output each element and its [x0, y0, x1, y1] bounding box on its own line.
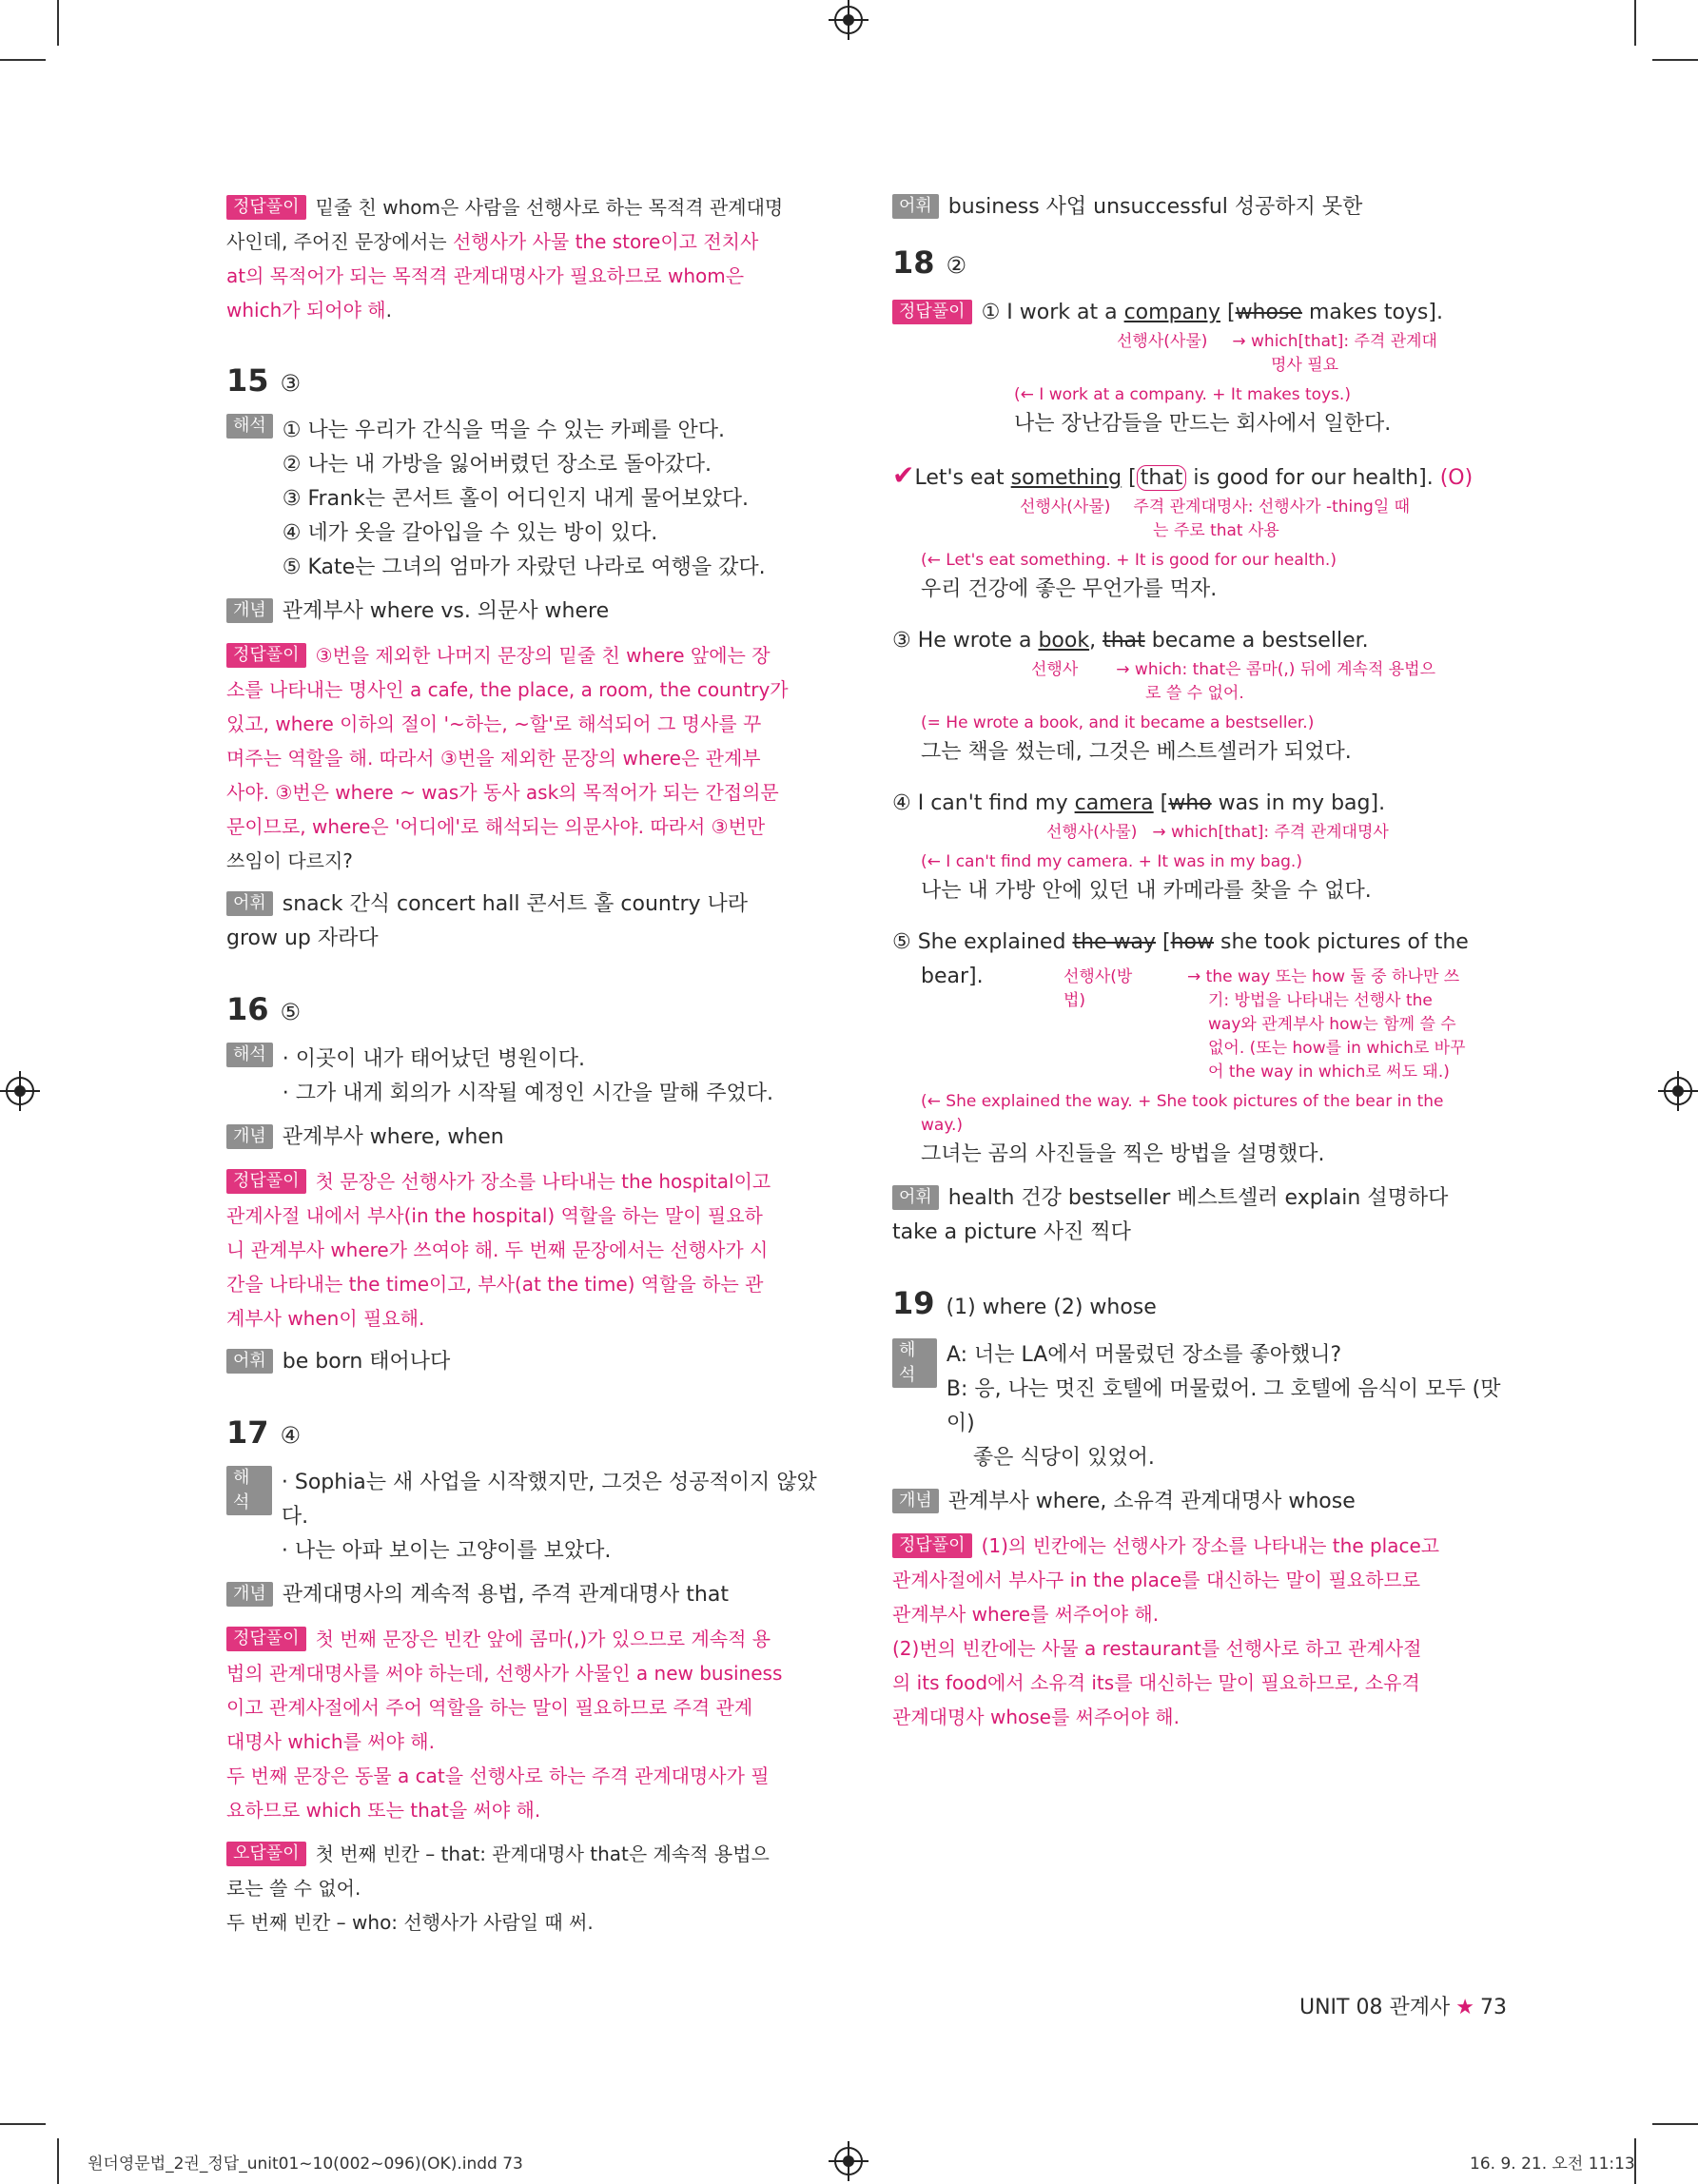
question-number: 18 ②	[892, 244, 967, 281]
vocabulary-line: 어휘 health 건강 bestseller 베스트셀러 explain 설명하다	[892, 1181, 1511, 1216]
question-19	[892, 1282, 1511, 1734]
vocabulary-line: 어휘 snack 간식 concert hall 콘서트 홀 country 나라	[226, 887, 835, 922]
wrong-answer-tag: 오답풀이	[226, 1842, 306, 1866]
crop-mark	[1652, 59, 1698, 61]
vocabulary-tag: 어휘	[892, 1185, 939, 1210]
concept-tag: 개념	[226, 1124, 273, 1149]
question-number: 16 ⑤	[226, 991, 302, 1027]
option-5-analysis: ⑤ She explained the way [how she took pictures of the bear]. 선행사(방법) → the way 또는 how 둘 중 하나만 쓰 기: 방법을 나타내는 선행사 the way와 관계부사 how는 함께 쓸 수 없어. (또는 how를 in which로 바꾸 어 the way in which로 써도 돼.) (← She explained the way. + She took pictures of the bear in the way.) 그녀는 곰의 사진들을 찍은 방법을 설명했다.	[892, 930, 1469, 1166]
question-number: 19 (1) where (2) whose	[892, 1285, 1157, 1321]
option-3-analysis: ③ He wrote a book, that became a bestseller. 선행사 → which: that은 콤마(,) 뒤에 계속적 용법으 로 쓸 수 없어. (= He wrote a book, and it became a bestseller.) 그는 책을 썼는데, 그것은 베스트셀러가 되었다.	[892, 629, 1436, 764]
print-slug-timestamp: 16. 9. 21. 오전 11:13	[1470, 2155, 1635, 2174]
translation-block: 해석 ① 나는 우리가 간식을 먹을 수 있는 카페를 안다. ② 나는 내 가방을 잃어버렸던 장소로 돌아갔다. ③ Frank는 콘서트 홀이 어디인지 내게 물어보았다. ④ 네가 옷을 갈아입을 수 있는 방이 있다. ⑤ Kate는 그녀의 엄마가 자랐던 나라로 여행을 갔다.	[226, 414, 835, 585]
right-column	[892, 190, 1511, 1734]
question-15: 15 ③ 해석 ① 나는 우리가 간식을 먹을 수 있는 카페를 안다. ② 나는 내 가방을 잃어버렸던 장소로 돌아갔다. ③ Frank는 콘서트 홀이 어디인지 내게 물어보았다. ④ 네가 옷을 갈아입을 수 있는 방이 있다. ⑤ Kate는 그녀의 엄마가 자랐던 나라로 여행을 갔다. 개념 관계부사 where vs. 의문사 where 정답풀이 ③번을 제외한 나머지 문장의 밑줄 친 where 앞에는 장 소를 나타내는 명사인 a cafe, the place, a room, the country가 있고, where 이하의 절이 '~하는, ~할'로 해석되어 그 명사를 꾸 며주는 역할을 해. 따라서 ③번을 제외한 문장의 where은 관계부 사야. ③번은 where ~ was가 동사 ask의 목적어가 되는 간접의문 문이므로, where은 '어디에'로 해석되는 의문사야. 따라서 ③번만 쓰임이 다르지? 어휘 snack 간식 concert hall 콘서트 홀 country 나라 grow up 자라다	[226, 360, 835, 956]
question-number: 17 ④	[226, 1414, 302, 1451]
concept-tag: 개념	[226, 598, 273, 623]
page-footer	[1299, 1991, 1507, 2020]
concept-tag: 개념	[226, 1582, 273, 1607]
vocabulary-line: 어휘 business 사업 unsuccessful 성공하지 못한	[892, 190, 1511, 224]
option-2-analysis: ✔Let's eat something [ that is good for our health]. (O) 선행사(사물) 주격 관계대명사: 선행사가 -thing일 때 는 주로 that 사용 (← Let's eat something. + It is good for our health.) 우리 건강에 좋은 무언가를 먹자.	[892, 459, 1474, 601]
option-4-analysis: ④ I can't find my camera [who was in my bag]. 선행사(사물) → which[that]: 주격 관계대명사 (← I can't find my camera. + It was in my bag.) 나는 내 가방 안에 있던 내 카메라를 찾을 수 없다.	[892, 791, 1389, 903]
concept-line: 개념 관계부사 where, 소유격 관계대명사 whose	[892, 1485, 1511, 1519]
vocabulary-tag: 어휘	[226, 1349, 273, 1374]
answer-explanation-tag: 정답풀이	[226, 195, 306, 220]
concept-line: 개념 관계부사 where, when	[226, 1121, 835, 1155]
registration-mark-icon	[834, 2147, 863, 2175]
answer-explanation: 정답풀이 첫 번째 문장은 빈칸 앞에 콤마(,)가 있으므로 계속적 용 법의 관계대명사를 써야 하는데, 선행사가 사물인 a new business 이고 관계사절에서 주어 역할을 하는 말이 필요하므로 주격 관계 대명사 which를 써야 해. 두 번째 문장은 동물 a cat을 선행사로 하는 주격 관계대명사가 필 요하므로 which 또는 that을 써야 해.	[226, 1628, 783, 1822]
answer-explanation-tag: 정답풀이	[226, 1169, 306, 1194]
translation-block: 해석 · 이곳이 내가 태어났던 병원이다. · 그가 내게 회의가 시작될 예정인 시간을 말해 주었다.	[226, 1043, 835, 1111]
answer-explanation-tag: 정답풀이	[226, 1627, 306, 1651]
translation-block: 해석 A: 너는 LA에서 머물렀던 장소를 좋아했니? B: 응, 나는 멋진 호텔에 머물렀어. 그 호텔에 음식이 모두 (맛이) 좋은 식당이 있었어.	[892, 1338, 1511, 1475]
concept-line: 개념 관계대명사의 계속적 용법, 주격 관계대명사 that	[226, 1578, 835, 1612]
option-1-analysis: 정답풀이 ① I work at a company [whose makes toys]. 선행사(사물) → which[that]: 주격 관계대 명사 필요 (← I work at a company. + It makes toys.) 나는 장난감들을 만드는 회사에서 일한다.	[892, 296, 1511, 441]
crop-mark	[1634, 0, 1636, 46]
crop-mark	[1652, 2123, 1698, 2125]
unit-label: UNIT 08 관계사	[1299, 1996, 1451, 2019]
left-column	[226, 190, 835, 1940]
crop-mark	[0, 2123, 46, 2125]
registration-mark-icon	[834, 6, 863, 34]
answer-explanation-tag: 정답풀이	[226, 643, 306, 668]
answer-explanation: 정답풀이 (1)의 빈칸에는 선행사가 장소를 나타내는 the place고 관계사절에서 부사구 in the place를 대신하는 말이 필요하므로 관계부사 where를 써주어야 해. (2)번의 빈칸에는 사물 a restaurant를 선행사로 하고 관계사절 의 its food에서 소유격 its를 대신하는 말이 필요하므로, 소유격 관계대명사 whose를 써주어야 해.	[892, 1534, 1440, 1728]
concept-tag: 개념	[892, 1489, 939, 1513]
registration-mark-icon	[1664, 1077, 1692, 1105]
question-number: 15 ③	[226, 362, 302, 399]
registration-mark-icon	[6, 1077, 34, 1105]
wrong-answer-explanation: 오답풀이 첫 번째 빈칸 – that: 관계대명사 that은 계속적 용법으 로는 쓸 수 없어. 두 번째 빈칸 – who: 선행사가 사람일 때 써.	[226, 1843, 770, 1934]
translation-block: 해석 · Sophia는 새 사업을 시작했지만, 그것은 성공적이지 않았다. · 나는 아파 보이는 고양이를 보았다.	[226, 1466, 835, 1569]
answer-explanation-tag: 정답풀이	[892, 1533, 972, 1558]
question-16	[226, 988, 835, 1379]
crop-mark	[57, 2138, 59, 2184]
crop-mark	[57, 0, 59, 46]
check-mark-icon: ✔	[892, 459, 915, 491]
vocabulary-tag: 어휘	[892, 194, 939, 219]
translation-tag: 해석	[892, 1338, 937, 1388]
translation-tag: 해석	[226, 1043, 273, 1067]
print-slug-filename: 원더영문법_2권_정답_unit01~10(002~096)(OK).indd 73	[88, 2155, 523, 2174]
answer-explanation-tag: 정답풀이	[892, 300, 972, 324]
question-17	[226, 1412, 835, 1940]
crop-mark	[0, 59, 46, 61]
answer-explanation: 정답풀이 ③번을 제외한 나머지 문장의 밑줄 친 where 앞에는 장 소를 나타내는 명사인 a cafe, the place, a room, the country가 있고, where 이하의 절이 '~하는, ~할'로 해석되어 그 명사를 꾸 며주는 역할을 해. 따라서 ③번을 제외한 문장의 where은 관계부 사야. ③번은 where ~ was가 동사 ask의 목적어가 되는 간접의문 문이므로, where은 '어디에'로 해석되는 의문사야. 따라서 ③번만 쓰임이 다르지?	[226, 644, 789, 872]
translation-tag: 해석	[226, 414, 273, 439]
vocabulary-line: 어휘 be born 태어나다	[226, 1345, 835, 1379]
star-icon: ★	[1455, 1996, 1474, 2019]
concept-line: 개념 관계부사 where vs. 의문사 where	[226, 595, 835, 629]
question-18: 18 ② 정답풀이 ① I work at a company [whose makes toys]. 선행사(사물) → which[that]: 주격 관계대 명사 필요 (← I work at a company. + It makes toys.) 나는 장난감들을 만드는 회사에서 일한다. ✔Let's eat something [ that is good for our health]. (O) 선행사(사물) 주격 관계대명사: 선행사가 -thing일 때 는 주로 that 사용 (← Let's eat something. + It is good for our health.) 우리 건강에 좋은 무언가를 먹자. ③ He wrote a book, that became a bestseller. 선행사 → which: that은 콤마(,) 뒤에 계속적 용법으 로 쓸 수 없어. (= He wrote a book, and it became a bestseller.) 그는 책을 썼는데, 그것은 베스트셀러가 되었다. ④ I can't find my camera [who was in my bag]. 선행사(사물) → which[that]: 주격 관계대명사 (← I can't find my camera. + It was in my bag.) 나는 내 가방 안에 있던 내 카메라를 찾을 수 없다. ⑤ She explained the way [how she took pictures of the bear]. 선행사(방법) → the way 또는 how 둘 중 하나만 쓰 기: 방법을 나타내는 선행사 the way와 관계부사 how는 함께 쓸 수 없어. (또는 how를 in which로 바꾸 어 the way in which로 써도 돼.) (← She explained the way. + She took pictures of the bear in the way.) 그녀는 곰의 사진들을 찍은 방법을 설명했다. 어휘 health 건강 bestseller 베스트셀러 explain 설명하다 take a picture 사진 찍다	[892, 242, 1511, 1250]
page-number: 73	[1479, 1996, 1507, 2019]
translation-tag: 해석	[226, 1466, 272, 1515]
vocabulary-tag: 어휘	[226, 891, 273, 916]
q14-answer-explanation: 정답풀이 밑줄 친 whom은 사람을 선행사로 하는 목적격 관계대명 사인데, 주어진 문장에서는 선행사가 사물 the store이고 전치사 at의 목적어가 되는 목적격 관계대명사가 필요하므로 whom은 which가 되어야 해.	[226, 196, 784, 322]
answer-explanation: 정답풀이 첫 문장은 선행사가 장소를 나타내는 the hospital이고 관계사절 내에서 부사(in the hospital) 역할을 하는 말이 필요하 니 관계부사 where가 쓰여야 해. 두 번째 문장에서는 선행사가 시 간을 나타내는 the time이고, 부사(at the time) 역할을 하는 관 계부사 when이 필요해.	[226, 1170, 771, 1330]
